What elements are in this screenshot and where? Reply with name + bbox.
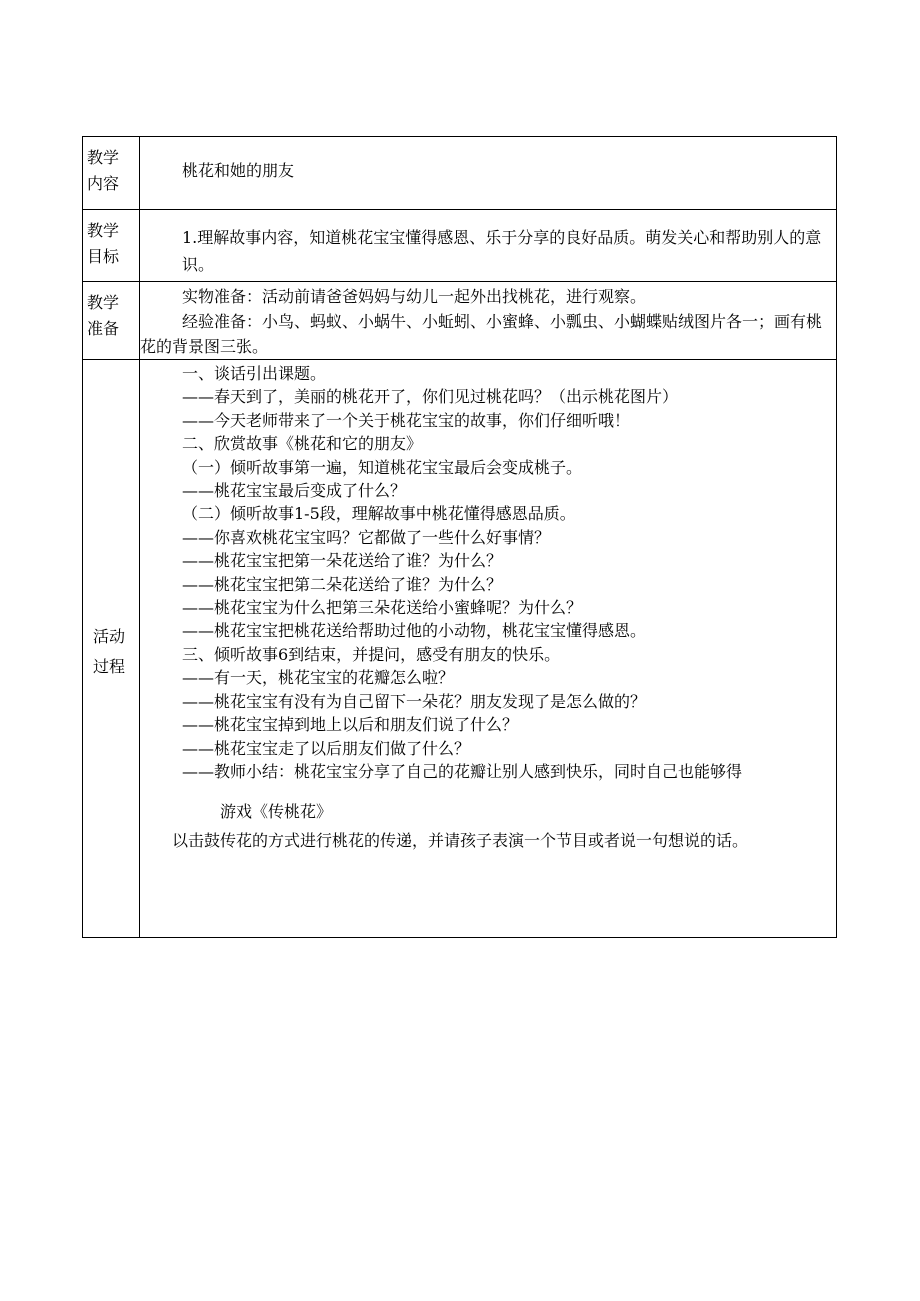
label-line: 过程	[93, 657, 126, 676]
process-line: ——春天到了，美丽的桃花开了，你们见过桃花吗？（出示桃花图片）	[182, 387, 679, 407]
process-line: ——桃花宝宝走了以后朋友们做了什么？	[182, 738, 471, 758]
label-teaching-goal	[83, 210, 140, 282]
process-line: （一）倾听故事第一遍，知道桃花宝宝最后会变成桃子。	[182, 457, 583, 477]
label-line: 教学	[87, 293, 120, 312]
cell-teaching-prep	[140, 282, 837, 360]
label-teaching-prep	[83, 282, 140, 360]
prep-material: 实物准备：活动前请爸爸妈妈与幼儿一起外出找桃花，进行观察。	[182, 287, 647, 306]
lesson-plan-table	[82, 136, 837, 938]
process-line: ——桃花宝宝有没有为自己留下一朵花？朋友发现了是怎么做的？	[182, 691, 647, 711]
process-line: ——桃花宝宝把第二朵花送给了谁？为什么？	[182, 574, 503, 594]
spacer	[182, 783, 832, 797]
label-line: 目标	[87, 247, 120, 266]
game-description: 以击鼓传花的方式进行桃花的传递，并请孩子表演一个节目或者说一句想说的话。	[172, 831, 749, 851]
goal-text: 1.理解故事内容，知道桃花宝宝懂得感恩、乐于分享的良好品质。萌发关心和帮助别人的意识。	[182, 228, 822, 274]
row-teaching-content	[83, 137, 837, 210]
label-activity-process	[83, 360, 140, 938]
process-line: ——桃花宝宝为什么把第三朵花送给小蜜蜂呢？为什么？	[182, 598, 583, 618]
process-line: 二、欣赏故事《桃花和它的朋友》	[182, 434, 423, 454]
process-line: ——桃花宝宝把第一朵花送给了谁？为什么？	[182, 551, 503, 571]
cell-teaching-content	[140, 137, 837, 210]
process-line: ——有一天，桃花宝宝的花瓣怎么啦？	[182, 668, 455, 688]
process-steps	[140, 360, 836, 854]
label-teaching-content	[83, 137, 140, 210]
cell-activity-process	[140, 360, 837, 938]
label-line: 准备	[87, 319, 120, 338]
row-teaching-goal	[83, 210, 837, 282]
label-line: 活动	[93, 627, 126, 646]
prep-experience: 经验准备：小鸟、蚂蚁、小蜗牛、小蚯蚓、小蜜蜂、小瓢虫、小蝴蝶贴绒图片各一；画有桃花的背景图三张。	[140, 312, 823, 356]
label-line: 教学	[87, 148, 120, 167]
process-line: ——桃花宝宝掉到地上以后和朋友们说了什么？	[182, 715, 519, 735]
label-line: 内容	[87, 174, 120, 193]
process-line: ——桃花宝宝最后变成了什么？	[182, 481, 407, 501]
process-line: （二）倾听故事1-5段，理解故事中桃花懂得感恩品质。	[182, 504, 576, 524]
label-line: 教学	[87, 221, 120, 240]
cell-teaching-goal	[140, 210, 837, 282]
game-title: 游戏《传桃花》	[220, 802, 333, 822]
process-line: ——你喜欢桃花宝宝吗？它都做了一些什么好事情？	[182, 527, 551, 547]
process-line: 一、谈话引出课题。	[182, 364, 327, 383]
row-teaching-prep	[83, 282, 837, 360]
process-line: 三、倾听故事6到结束，并提问，感受有朋友的快乐。	[182, 644, 561, 664]
row-activity-process	[83, 360, 837, 938]
process-line: ——今天老师带来了一个关于桃花宝宝的故事，你们仔细听哦！	[182, 410, 631, 430]
lesson-title: 桃花和她的朋友	[182, 161, 295, 180]
process-line: ——桃花宝宝把桃花送给帮助过他的小动物，桃花宝宝懂得感恩。	[182, 621, 647, 641]
process-line: ——教师小结：桃花宝宝分享了自己的花瓣让别人感到快乐，同时自己也能够得	[182, 761, 743, 781]
